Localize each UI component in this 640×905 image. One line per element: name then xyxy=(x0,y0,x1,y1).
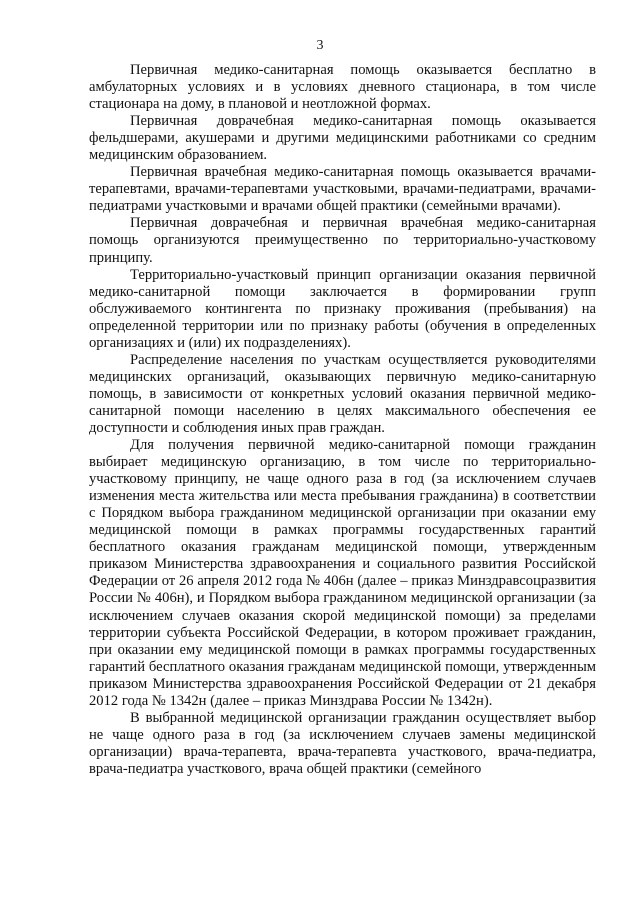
paragraph-1: Первичная медико-санитарная помощь оказывается бесплатно в амбулаторных условиях и в условиях дневного стационара, в том числе стационара на дому, в плановой и неотложной формах. xyxy=(89,62,596,113)
paragraph-4: Первичная доврачебная и первичная врачебная медико-санитарная помощь организуются преимущественно по территориально-участковому принципу. xyxy=(89,215,596,266)
paragraph-6: Распределение населения по участкам осуществляется руководителями медицинских организаций, оказывающих первичную медико-санитарную помощь, в зависимости от конкретных условий оказания первичной медико-санитарной помощи населению в целях максимального обеспечения ее доступности и соблюдения иных прав граждан. xyxy=(89,351,596,436)
paragraph-3: Первичная врачебная медико-санитарная помощь оказывается врачами-терапевтами, врачами-терапевтами участковыми, врачами-педиатрами, врачами-педиатрами участковыми и врачами общей практики (семейными врачами). xyxy=(89,164,596,215)
paragraph-2: Первичная доврачебная медико-санитарная помощь оказывается фельдшерами, акушерами и другими медицинскими работниками со средним медицинским образованием. xyxy=(89,113,596,164)
paragraph-5: Территориально-участковый принцип организации оказания первичной медико-санитарной помощи заключается в формировании групп обслуживаемого контингента по признаку проживания (пребывания) на определенной территории или по признаку работы (обучения в определенных организациях и (или) их подразделениях). xyxy=(89,266,596,351)
page-number: 3 xyxy=(316,38,324,53)
document-body xyxy=(89,62,596,778)
paragraph-7: Для получения первичной медико-санитарной помощи гражданин выбирает медицинскую организацию, в том числе по территориально-участковому принципу, не чаще одного раза в год (за исключением случаев изменения места жительства или места пребывания гражданина) в соответствии с Порядком выбора гражданином медицинской организации при оказании ему медицинской помощи в рамках программы государственных гарантий бесплатного оказания гражданам медицинской помощи, утвержденным приказом Министерства здравоохранения и социального развития Российской Федерации от 26 апреля 2012 года № 406н (далее – приказ Минздравсоцразвития России № 406н), и Порядком выбора гражданином медицинской организации (за исключением случаев оказания скорой медицинской помощи) за пределами территории субъекта Российской Федерации, в котором проживает гражданин, при оказании ему медицинской помощи в рамках программы государственных гарантий бесплатного оказания гражданам медицинской помощи, утвержденным приказом Министерства здравоохранения Российской Федерации от 21 декабря 2012 года № 1342н (далее – приказ Минздрава России № 1342н). xyxy=(89,437,596,709)
paragraph-8: В выбранной медицинской организации гражданин осуществляет выбор не чаще одного раза в год (за исключением случаев замены медицинской организации) врача-терапевта, врача-терапевта участкового, врача-педиатра, врача-педиатра участкового, врача общей практики (семейного xyxy=(89,709,596,777)
